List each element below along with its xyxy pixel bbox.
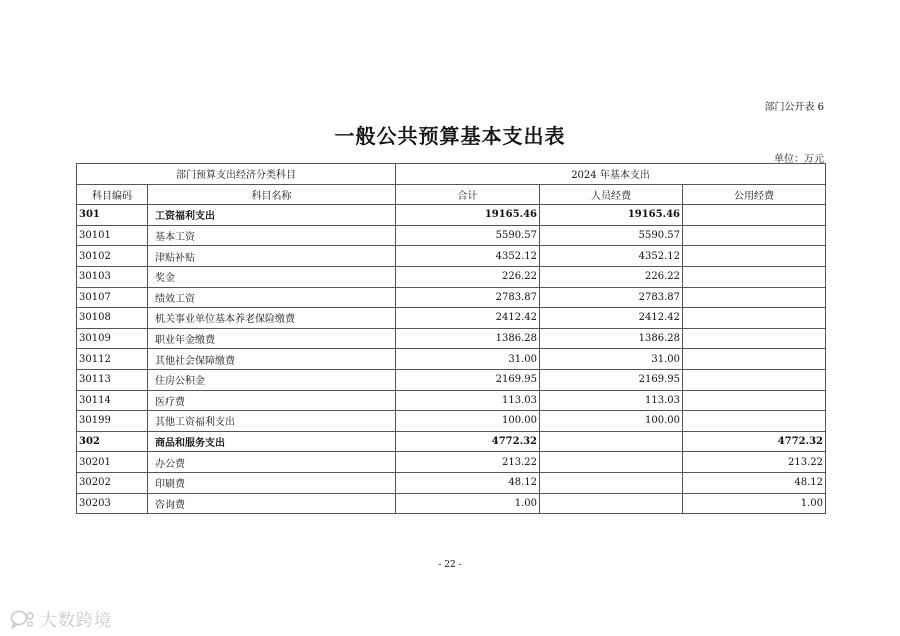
table-column-header-row bbox=[77, 184, 826, 205]
cell-code: 302 bbox=[77, 431, 148, 452]
cell-personnel: 4352.12 bbox=[540, 246, 683, 267]
table-row bbox=[77, 493, 826, 514]
cell-total: 4772.32 bbox=[396, 431, 540, 452]
watermark-text: 大数跨境 bbox=[40, 611, 112, 631]
cell-name: 绩效工资 bbox=[148, 287, 396, 308]
unit-label: 单位：万元 bbox=[774, 154, 824, 165]
cell-public: 4772.32 bbox=[683, 431, 826, 452]
cell-name: 机关事业单位基本养老保险缴费 bbox=[148, 308, 396, 329]
table-row bbox=[77, 431, 826, 452]
cell-public bbox=[683, 369, 826, 390]
cell-personnel: 2783.87 bbox=[540, 287, 683, 308]
cell-public bbox=[683, 308, 826, 329]
cell-public bbox=[683, 349, 826, 370]
cell-total: 1.00 bbox=[396, 493, 540, 514]
table-row bbox=[77, 369, 826, 390]
table-row bbox=[77, 246, 826, 267]
cell-personnel bbox=[540, 452, 683, 473]
column-header-public: 公用经费 bbox=[683, 184, 826, 205]
cell-code: 30199 bbox=[77, 411, 148, 432]
cell-total: 2169.95 bbox=[396, 369, 540, 390]
cell-public: 213.22 bbox=[683, 452, 826, 473]
cell-name: 办公费 bbox=[148, 452, 396, 473]
cell-name: 工资福利支出 bbox=[148, 205, 396, 226]
cell-total: 1386.28 bbox=[396, 328, 540, 349]
table-row bbox=[77, 411, 826, 432]
cell-name: 咨询费 bbox=[148, 493, 396, 514]
table-row bbox=[77, 308, 826, 329]
cell-total: 213.22 bbox=[396, 452, 540, 473]
column-header-total: 合计 bbox=[396, 184, 540, 205]
table-row bbox=[77, 266, 826, 287]
cell-code: 30102 bbox=[77, 246, 148, 267]
column-header-code: 科目编码 bbox=[77, 184, 148, 205]
cell-total: 2783.87 bbox=[396, 287, 540, 308]
page-title: 一般公共预算基本支出表 bbox=[334, 124, 566, 148]
cell-name: 医疗费 bbox=[148, 390, 396, 411]
cell-public bbox=[683, 328, 826, 349]
cell-public bbox=[683, 266, 826, 287]
cell-public bbox=[683, 225, 826, 246]
table-row bbox=[77, 390, 826, 411]
cell-name: 基本工资 bbox=[148, 225, 396, 246]
watermark bbox=[10, 606, 112, 631]
cell-code: 30113 bbox=[77, 369, 148, 390]
cell-public bbox=[683, 246, 826, 267]
cell-personnel: 19165.46 bbox=[540, 205, 683, 226]
cell-name: 印刷费 bbox=[148, 472, 396, 493]
column-header-personnel: 人员经费 bbox=[540, 184, 683, 205]
cell-code: 30201 bbox=[77, 452, 148, 473]
cell-total: 4352.12 bbox=[396, 246, 540, 267]
cell-name: 奖金 bbox=[148, 266, 396, 287]
budget-table bbox=[76, 163, 826, 514]
cell-total: 226.22 bbox=[396, 266, 540, 287]
table-row bbox=[77, 287, 826, 308]
table-number-label: 部门公开表 6 bbox=[764, 102, 824, 113]
chat-bubble-logo-icon bbox=[10, 609, 36, 629]
cell-total: 2412.42 bbox=[396, 308, 540, 329]
group-header-classification: 部门预算支出经济分类科目 bbox=[77, 164, 396, 185]
table-row bbox=[77, 328, 826, 349]
table-row bbox=[77, 349, 826, 370]
cell-code: 301 bbox=[77, 205, 148, 226]
cell-personnel: 100.00 bbox=[540, 411, 683, 432]
page-number: - 22 - bbox=[438, 560, 462, 570]
cell-total: 100.00 bbox=[396, 411, 540, 432]
cell-code: 30103 bbox=[77, 266, 148, 287]
cell-public: 1.00 bbox=[683, 493, 826, 514]
cell-code: 30203 bbox=[77, 493, 148, 514]
cell-name: 住房公积金 bbox=[148, 369, 396, 390]
cell-personnel: 5590.57 bbox=[540, 225, 683, 246]
cell-personnel bbox=[540, 472, 683, 493]
column-header-name: 科目名称 bbox=[148, 184, 396, 205]
group-header-basic-expenditure: 2024 年基本支出 bbox=[396, 164, 826, 185]
cell-total: 48.12 bbox=[396, 472, 540, 493]
cell-personnel: 31.00 bbox=[540, 349, 683, 370]
cell-personnel: 2169.95 bbox=[540, 369, 683, 390]
table-row bbox=[77, 452, 826, 473]
cell-code: 30112 bbox=[77, 349, 148, 370]
cell-public bbox=[683, 411, 826, 432]
cell-name: 职业年金缴费 bbox=[148, 328, 396, 349]
cell-public bbox=[683, 287, 826, 308]
cell-name: 其他工资福利支出 bbox=[148, 411, 396, 432]
table-row bbox=[77, 225, 826, 246]
cell-personnel: 1386.28 bbox=[540, 328, 683, 349]
cell-public bbox=[683, 205, 826, 226]
cell-name: 其他社会保障缴费 bbox=[148, 349, 396, 370]
cell-personnel: 226.22 bbox=[540, 266, 683, 287]
cell-total: 19165.46 bbox=[396, 205, 540, 226]
cell-total: 31.00 bbox=[396, 349, 540, 370]
cell-public bbox=[683, 390, 826, 411]
cell-personnel bbox=[540, 431, 683, 452]
cell-total: 113.03 bbox=[396, 390, 540, 411]
cell-name: 商品和服务支出 bbox=[148, 431, 396, 452]
cell-personnel: 113.03 bbox=[540, 390, 683, 411]
table-row bbox=[77, 205, 826, 226]
cell-personnel: 2412.42 bbox=[540, 308, 683, 329]
cell-personnel bbox=[540, 493, 683, 514]
table-group-header-row bbox=[77, 164, 826, 185]
table-row bbox=[77, 472, 826, 493]
cell-code: 30202 bbox=[77, 472, 148, 493]
cell-code: 30114 bbox=[77, 390, 148, 411]
cell-code: 30101 bbox=[77, 225, 148, 246]
cell-name: 津贴补贴 bbox=[148, 246, 396, 267]
cell-code: 30108 bbox=[77, 308, 148, 329]
cell-code: 30107 bbox=[77, 287, 148, 308]
cell-code: 30109 bbox=[77, 328, 148, 349]
cell-total: 5590.57 bbox=[396, 225, 540, 246]
cell-public: 48.12 bbox=[683, 472, 826, 493]
